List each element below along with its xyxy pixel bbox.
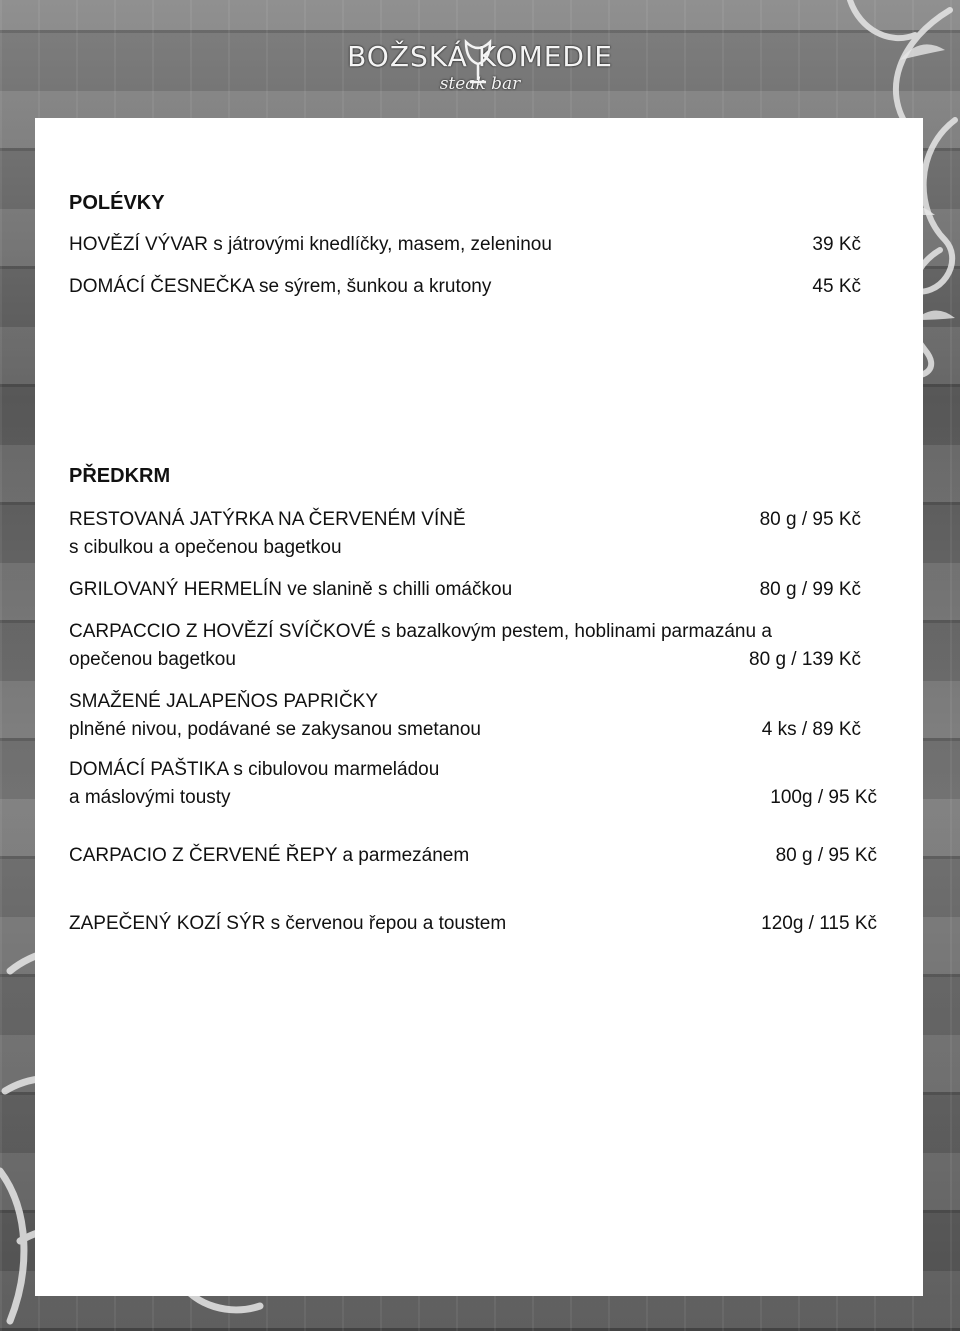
- menu-item-name: DOMÁCÍ ČESNEČKA se sýrem, šunkou a krutony: [69, 276, 492, 297]
- menu-item-description: s cibulkou a opečenou bagetkou: [69, 537, 342, 558]
- logo-subtitle: steak bar: [439, 74, 521, 94]
- section-title-polevky: POLÉVKY: [69, 192, 165, 214]
- wine-glass-icon: [458, 38, 498, 86]
- menu-item-name: DOMÁCÍ PAŠTIKA s cibulovou marmeládou: [69, 759, 440, 780]
- menu-item-price: 120g / 115 Kč: [761, 913, 877, 934]
- menu-item-price: 45 Kč: [812, 276, 861, 297]
- menu-item-price: 4 ks / 89 Kč: [761, 719, 861, 740]
- menu-item-price: 100g / 95 Kč: [770, 787, 877, 808]
- menu-item: [69, 688, 481, 744]
- menu-item-name: RESTOVANÁ JATÝRKA NA ČERVENÉM VÍNĚ: [69, 509, 466, 530]
- menu-item: [69, 756, 439, 812]
- menu-item-name: ZAPEČENÝ KOZÍ SÝR s červenou řepou a toustem: [69, 913, 507, 934]
- menu-item-description: a máslovými tousty: [69, 787, 231, 808]
- menu-item-name: HOVĚZÍ VÝVAR s játrovými knedlíčky, masem, zeleninou: [69, 234, 552, 255]
- menu-item: [69, 576, 512, 604]
- menu-paper: [35, 118, 923, 1296]
- menu-item: [69, 910, 506, 938]
- menu-item-name: SMAŽENÉ JALAPEŇOS PAPRIČKY: [69, 691, 379, 712]
- menu-item: [69, 273, 491, 301]
- menu-item-description: plněné nivou, podávané se zakysanou smetanou: [69, 719, 481, 740]
- menu-item-price: 80 g / 139 Kč: [749, 649, 861, 670]
- menu-item-price: 39 Kč: [812, 234, 861, 255]
- logo: [0, 30, 960, 100]
- menu-item: [69, 231, 552, 259]
- menu-item-name: CARPACCIO Z HOVĚZÍ SVÍČKOVÉ s bazalkovým pestem, hoblinami parmazánu a: [69, 621, 772, 642]
- menu-item-description: opečenou bagetkou: [69, 649, 236, 670]
- section-title-predkrm: PŘEDKRM: [69, 465, 171, 487]
- menu-item-name: GRILOVANÝ HERMELÍN ve slanině s chilli omáčkou: [69, 579, 513, 600]
- menu-item-name: CARPACIO Z ČERVENÉ ŘEPY a parmezánem: [69, 845, 470, 866]
- menu-item: [69, 618, 772, 674]
- menu-item-price: 80 g / 99 Kč: [759, 579, 861, 600]
- menu-item: [69, 842, 469, 870]
- menu-item-price: 80 g / 95 Kč: [759, 509, 861, 530]
- logo-title: BOŽSKÁ KOMEDIE: [347, 40, 613, 73]
- menu-item-price: 80 g / 95 Kč: [775, 845, 877, 866]
- menu-item: [69, 506, 466, 562]
